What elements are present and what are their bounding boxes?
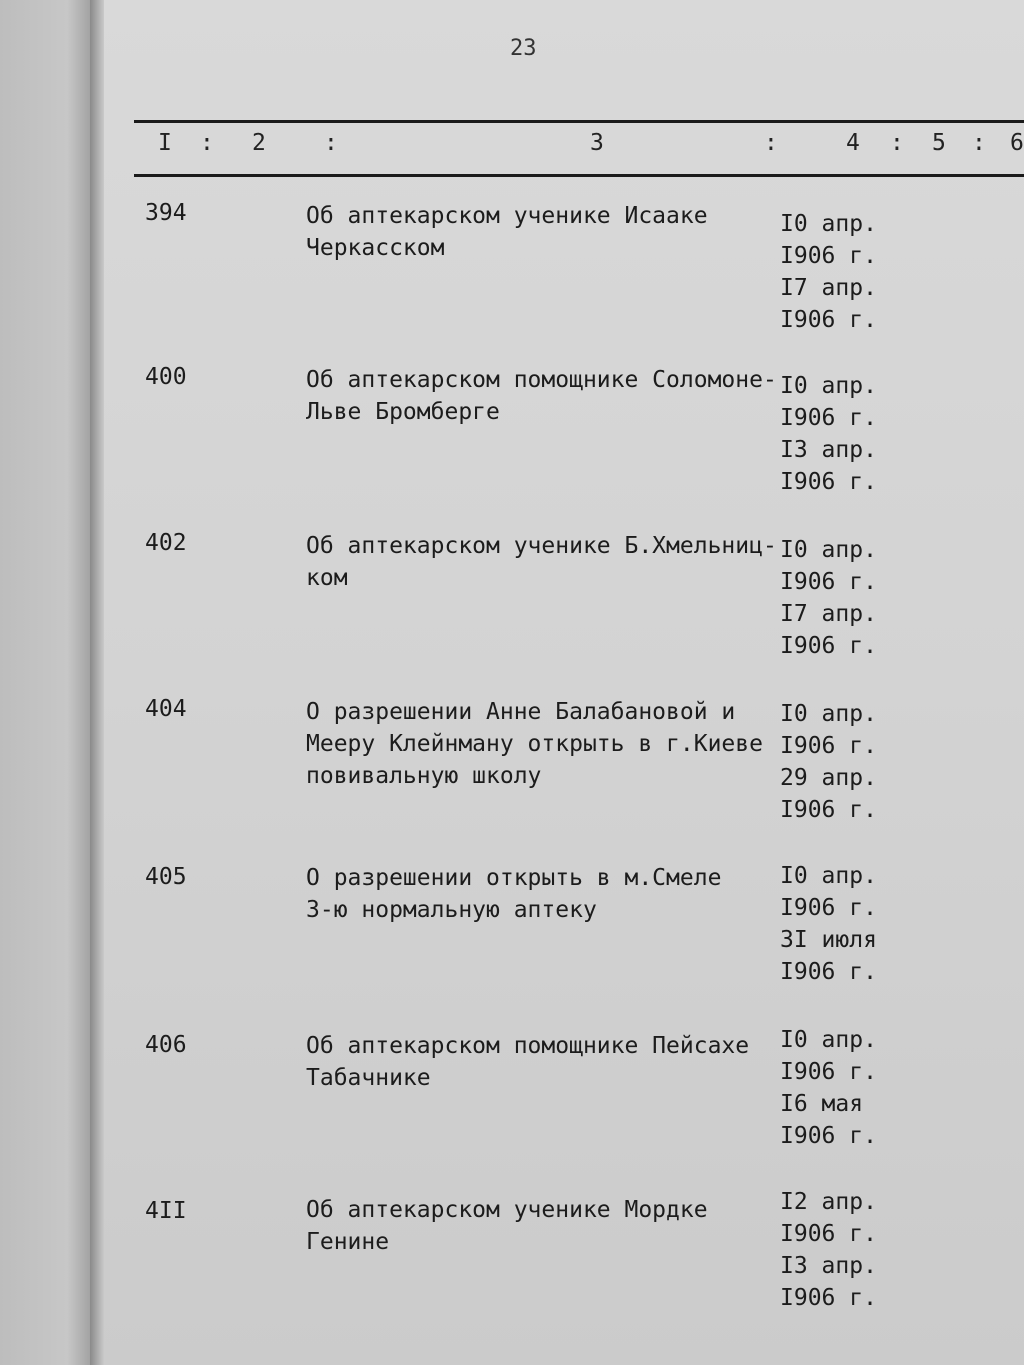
record-title <box>306 1030 776 1094</box>
record-date-line: I906 г. <box>780 307 877 333</box>
record-number: 406 <box>145 1032 187 1058</box>
record-number: 402 <box>145 530 187 556</box>
record-title <box>306 1194 776 1258</box>
record-title-line: ком <box>306 565 348 591</box>
record-date-line: I906 г. <box>780 569 877 595</box>
record-date-line: I906 г. <box>780 797 877 823</box>
page-number: 23 <box>510 36 537 61</box>
record-date-line: I906 г. <box>780 469 877 495</box>
column-header-2: 2 <box>252 130 266 156</box>
column-header-4: 4 <box>846 130 860 156</box>
record-title-line: Об аптекарском помощнике Пейсахе <box>306 1033 750 1059</box>
column-header-6: 6 <box>1010 130 1024 156</box>
record-date-line: I3 апр. <box>780 1253 877 1279</box>
record-date-line: 29 апр. <box>780 765 877 791</box>
column-header-5: 5 <box>932 130 946 156</box>
record-date-line: I0 апр. <box>780 537 877 563</box>
column-separator: : <box>972 130 986 156</box>
record-date-line: I906 г. <box>780 633 877 659</box>
record-number: 400 <box>145 364 187 390</box>
record-date-line: I906 г. <box>780 243 877 269</box>
record-date-line: 3I июля <box>780 927 877 953</box>
record-dates <box>780 370 880 498</box>
record-date-line: I3 апр. <box>780 437 877 463</box>
record-number: 405 <box>145 864 187 890</box>
header-rule-top <box>134 120 1024 123</box>
record-date-line: I0 апр. <box>780 863 877 889</box>
record-dates <box>780 1024 880 1152</box>
column-header-1: I <box>158 130 172 156</box>
left-page-edge <box>0 0 96 1365</box>
column-separator: : <box>890 130 904 156</box>
record-date-line: I906 г. <box>780 405 877 431</box>
record-title-line: Об аптекарском помощнике Соломоне- <box>306 367 777 393</box>
column-separator: : <box>764 130 778 156</box>
record-title-line: Мееру Клейнману открыть в г.Киеве <box>306 731 763 757</box>
record-date-line: I2 апр. <box>780 1189 877 1215</box>
record-title-line: Табачнике <box>306 1065 431 1091</box>
record-number: 4II <box>145 1198 187 1224</box>
record-title-line: О разрешении открыть в м.Смеле <box>306 865 722 891</box>
record-dates <box>780 698 880 826</box>
record-date-line: I906 г. <box>780 733 877 759</box>
record-date-line: I906 г. <box>780 1285 877 1311</box>
record-title-line: Льве Бромберге <box>306 399 500 425</box>
record-title <box>306 530 776 594</box>
column-separator: : <box>200 130 214 156</box>
record-date-line: I906 г. <box>780 1221 877 1247</box>
record-date-line: I0 апр. <box>780 701 877 727</box>
column-separator: : <box>324 130 338 156</box>
record-number: 394 <box>145 200 187 226</box>
record-dates <box>780 1186 880 1314</box>
record-title-line: повивальную школу <box>306 763 542 789</box>
record-date-line: I7 апр. <box>780 275 877 301</box>
record-dates <box>780 860 880 988</box>
record-title-line: Генине <box>306 1229 390 1255</box>
record-date-line: I0 апр. <box>780 211 877 237</box>
record-title <box>306 696 776 792</box>
record-number: 404 <box>145 696 187 722</box>
record-title <box>306 862 776 926</box>
record-date-line: I906 г. <box>780 895 877 921</box>
record-date-line: I6 мая <box>780 1091 864 1117</box>
record-date-line: I0 апр. <box>780 373 877 399</box>
record-title-line: Черкасском <box>306 235 445 261</box>
record-title-line: 3-ю нормальную аптеку <box>306 897 597 923</box>
record-title-line: Об аптекарском ученике Б.Хмельниц- <box>306 533 777 559</box>
header-rule-bottom <box>134 174 1024 177</box>
record-title-line: О разрешении Анне Балабановой и <box>306 699 736 725</box>
record-dates <box>780 534 880 662</box>
column-header-3: 3 <box>590 130 604 156</box>
record-date-line: I0 апр. <box>780 1027 877 1053</box>
record-dates <box>780 208 880 336</box>
record-title-line: Об аптекарском ученике Мордке <box>306 1197 708 1223</box>
record-title <box>306 364 776 428</box>
record-date-line: I906 г. <box>780 1123 877 1149</box>
book-spine <box>90 0 104 1365</box>
record-date-line: I906 г. <box>780 1059 877 1085</box>
record-title <box>306 200 776 264</box>
record-date-line: I906 г. <box>780 959 877 985</box>
record-title-line: Об аптекарском ученике Исааке <box>306 203 708 229</box>
record-date-line: I7 апр. <box>780 601 877 627</box>
